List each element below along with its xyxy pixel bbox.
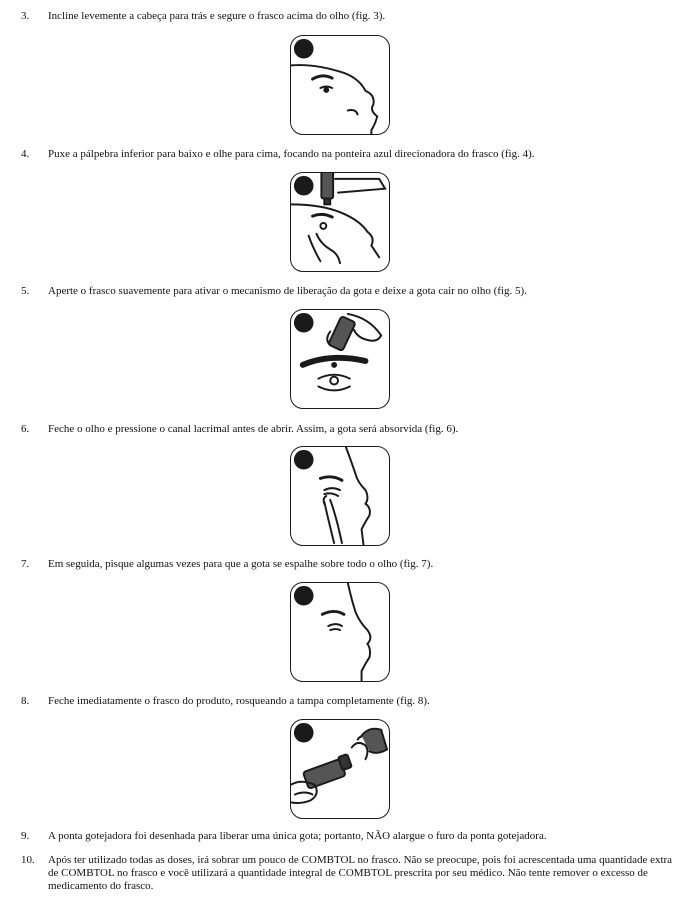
step-text: Aperte o frasco suavemente para ativar o mecanismo de liberação da gota e deixe a gota cair no olho (fig. 5).	[48, 285, 527, 297]
figure-4-pull-eyelid	[290, 172, 390, 272]
step-text: Após ter utilizado todas as doses, irá sobrar um pouco de COMBTOL no frasco. Não se preocupe, pois foi acrescentada uma quantidade extra de COMBTOL no frasco e você utilizará a quantidade integral de COMBTOL prescrita por seu médico. Não tente remover o excesso de medicamento do frasco.	[48, 854, 673, 892]
figure-number: 6	[300, 454, 307, 467]
step-number: 7.	[21, 558, 30, 570]
step-text: Incline levemente a cabeça para trás e segure o frasco acima do olho (fig. 3).	[48, 10, 386, 22]
figure-number: 3	[300, 43, 307, 56]
step-number: 9.	[21, 830, 30, 842]
figure-3-tilt-head	[290, 35, 390, 135]
step-number: 6.	[21, 423, 30, 435]
figure-number: 8	[300, 727, 307, 740]
step-number: 5.	[21, 285, 30, 297]
figure-7-blink	[290, 582, 390, 682]
figure-number: 5	[300, 317, 307, 330]
step-number: 3.	[21, 10, 30, 22]
step-text: Feche o olho e pressione o canal lacrimal antes de abrir. Assim, a gota será absorvida (fig. 6).	[48, 423, 459, 435]
figure-8-close-bottle	[290, 719, 390, 819]
figure-5-squeeze-drop	[290, 309, 390, 409]
figure-number: 4	[300, 180, 307, 193]
step-text: A ponta gotejadora foi desenhada para liberar uma única gota; portanto, NÃO alargue o furo da ponta gotejadora.	[48, 830, 547, 842]
step-number: 10.	[21, 854, 35, 866]
figure-6-press-tear-duct	[290, 446, 390, 546]
step-text: Puxe a pálpebra inferior para baixo e olhe para cima, focando na ponteira azul direcionadora do frasco (fig. 4).	[48, 148, 535, 160]
figure-number: 7	[300, 590, 307, 603]
step-number: 8.	[21, 695, 30, 707]
step-text: Em seguida, pisque algumas vezes para que a gota se espalhe sobre todo o olho (fig. 7).	[48, 558, 434, 570]
step-number: 4.	[21, 148, 30, 160]
step-text: Feche imediatamente o frasco do produto, rosqueando a tampa completamente (fig. 8).	[48, 695, 430, 707]
